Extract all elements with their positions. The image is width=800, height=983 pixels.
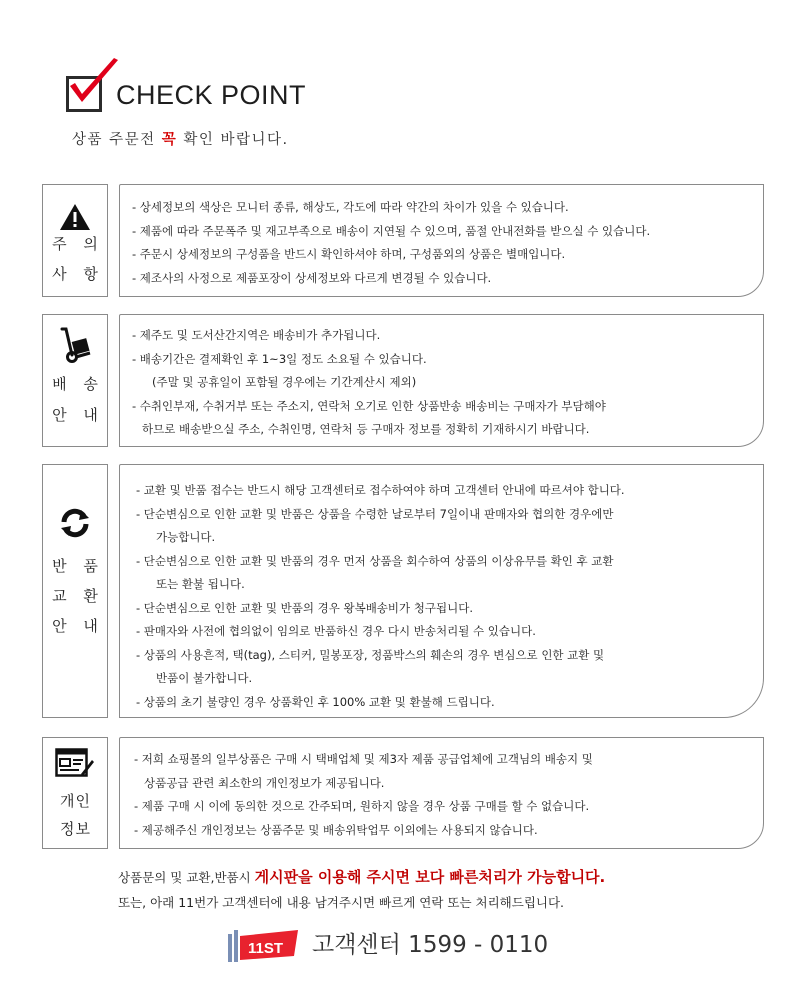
footer-line2: 또는, 아래 11번가 고객센터에 내용 남겨주시면 빠르게 연락 또는 처리해드립니다. [118,895,565,910]
list-item: - 판매자와 사전에 협의없이 임의로 반품하신 경우 다시 반송처리될 수 있습니다. [136,624,536,638]
list-item: 가능합니다. [156,530,216,544]
page-title: CHECK POINT [116,80,307,110]
list-item: - 제조사의 사정으로 제품포장이 상세정보와 다르게 변경될 수 있습니다. [132,270,492,285]
footer-line1: 상품문의 및 교환,반품시 게시판을 이용해 주시면 보다 빠른처리가 가능합니다. [118,868,606,886]
shipping-label-line1: 배 송 [52,375,104,393]
list-item: - 단순변심으로 인한 교환 및 반품의 경우 먼저 상품을 회수하여 상품의 이상유무를 확인 후 교환 [136,553,614,568]
refresh-icon [59,507,91,539]
returns-label-line1: 반 품 [52,557,104,575]
privacy-content-box [119,737,764,849]
list-item: - 제주도 및 도서산간지역은 배송비가 추가됩니다. [132,328,381,342]
caution-label-box [42,184,108,297]
list-item: 상품공급 관련 최소한의 개인정보가 제공됩니다. [144,775,385,790]
shipping-label-box [42,314,108,447]
customer-center-phone: 고객센터 1599 - 0110 [312,932,549,958]
warning-icon [59,203,91,231]
shipping-label-line2: 안 내 [52,406,104,424]
list-item: - 상품의 사용흔적, 택(tag), 스티커, 밀봉포장, 정품박스의 훼손의 경우 변심으로 인한 교환 및 [136,647,605,662]
privacy-label-line2: 정보 [60,820,91,838]
list-item: - 상품의 초기 불량인 경우 상품확인 후 100% 교환 및 환불해 드립니다. [136,694,495,709]
red-checkmark-icon [64,56,124,116]
list-item: - 교환 및 반품 접수는 반드시 해당 고객센터로 접수하여야 하며 고객센터 안내에 따르셔야 합니다. [136,483,625,497]
list-item: - 배송기간은 결제확인 후 1~3일 정도 소요될 수 있습니다. [132,351,427,366]
list-item: - 상세정보의 색상은 모니터 종류, 해상도, 각도에 따라 약간의 차이가 있을 수 있습니다. [132,200,569,214]
list-item: - 제공해주신 개인정보는 상품주문 및 배송위탁업무 이외에는 사용되지 않습니다. [134,822,538,837]
list-item: 또는 환불 됩니다. [156,577,245,591]
list-item: - 제품 구매 시 이에 동의한 것으로 간주되며, 원하지 않을 경우 상품 구매를 할 수 없습니다. [134,799,590,813]
list-item: 하므로 배송받으실 주소, 수취인명, 연락처 등 구매자 정보를 정확히 기재하시기 바랍니다. [142,422,590,436]
list-item: - 단순변심으로 인한 교환 및 반품의 경우 왕복배송비가 청구됩니다. [136,600,473,615]
list-item: - 수취인부재, 수취거부 또는 주소지, 연락처 오기로 인한 상품반송 배송비는 구매자가 부담해야 [132,398,606,413]
caution-label-line2: 사 항 [52,265,104,283]
footer-notice [118,866,758,911]
list-item: - 저희 쇼핑몰의 일부상품은 구매 시 택배업체 및 제3자 제품 공급업체에 고객님의 배송지 및 [134,752,593,766]
list-item: 반품이 불가합니다. [156,671,253,685]
list-item: - 주문시 상세정보의 구성품을 반드시 확인하셔야 하며, 구성품외의 상품은 별매입니다. [132,247,566,261]
returns-content-box [119,464,764,718]
list-item: (주말 및 공휴일이 포함될 경우에는 기간계산시 제외) [152,375,417,389]
privacy-label-line1: 개인 [60,792,91,810]
privacy-label-box [42,737,108,849]
check-point-header [66,62,466,152]
shipping-content-box [119,314,764,447]
returns-label-box [42,464,108,718]
11st-logo [228,926,304,968]
footer-emphasis: 게시판을 이용해 주시면 보다 빠른처리가 가능합니다. [254,868,606,886]
subtitle-emphasis: 꼭 [161,132,178,148]
hand-truck-icon [58,327,92,363]
returns-label-line2: 교 환 [52,587,104,605]
11st-logo-text: 11ST [248,940,284,957]
returns-label-line3: 안 내 [52,617,104,635]
list-item: - 제품에 따라 주문폭주 및 재고부족으로 배송이 지연될 수 있으며, 품절 안내전화를 받으실 수 있습니다. [132,223,651,238]
caution-content-box [119,184,764,297]
document-form-icon [55,748,95,778]
caution-label-line1: 주 의 [52,235,104,253]
list-item: - 단순변심으로 인한 교환 및 반품은 상품을 수령한 날로부터 7일이내 판매자와 협의한 경우에만 [136,506,614,521]
page-subtitle: 상품 주문전 꼭 확인 바랍니다. [72,132,289,148]
